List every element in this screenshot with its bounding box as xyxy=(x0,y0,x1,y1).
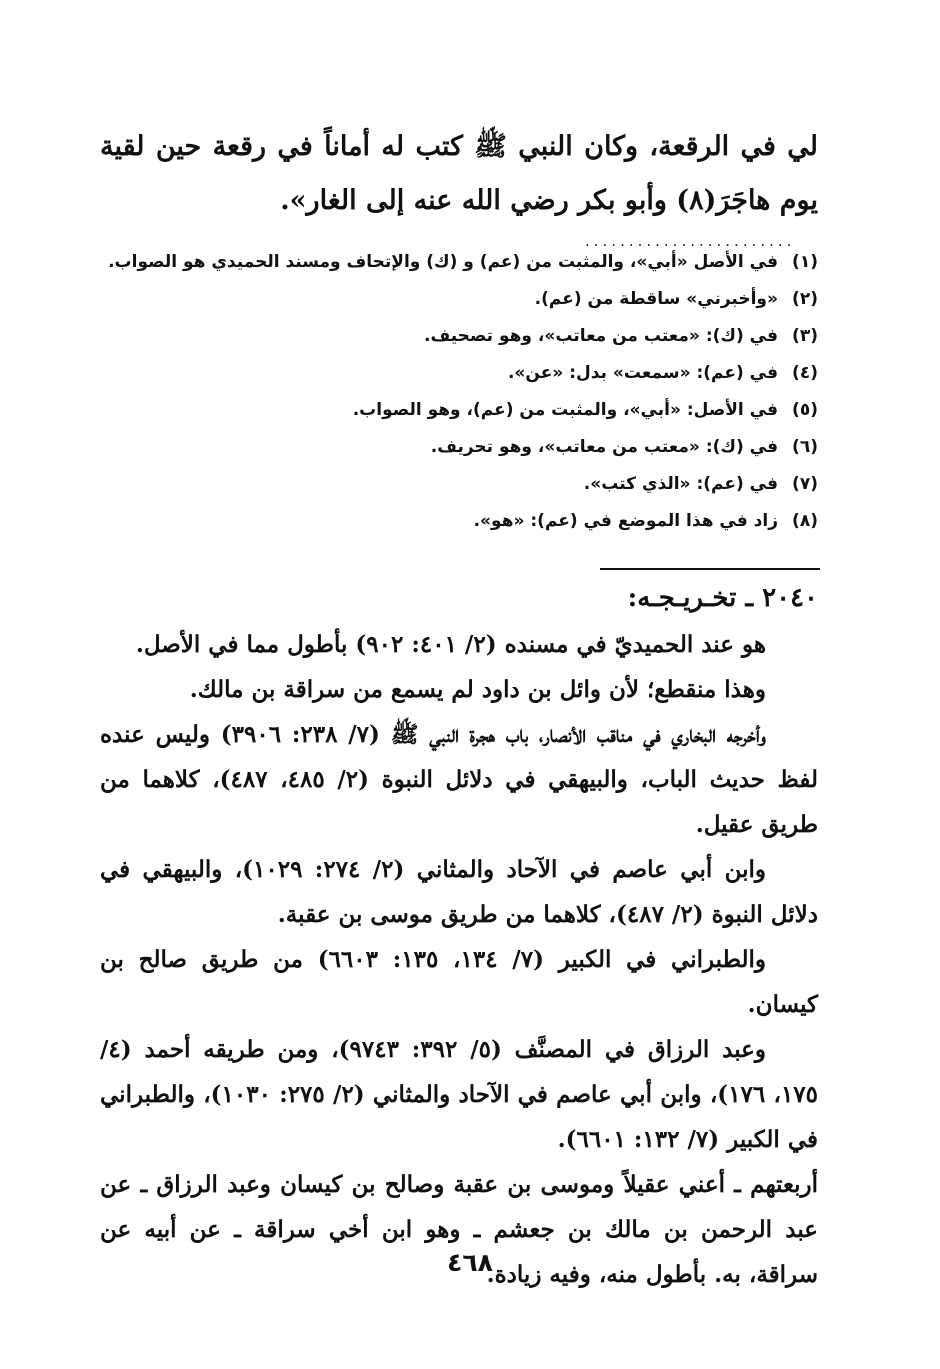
footnote-number: (٢) xyxy=(792,289,818,309)
footnote-number: (٨) xyxy=(792,511,818,531)
takhrij-paragraph: وأخرجه البخاري في مناقب الأنصار، باب هجرة النبي ﷺ (٧/ ٢٣٨: ٣٩٠٦) وليس عنده لفظ حديث الباب، والبيهقي في دلائل النبوة (٢/ ٤٨٥، ٤٨٧)، كلاهما من طريق عقيل. xyxy=(100,721,818,838)
footnote-separator: ........................ xyxy=(585,232,796,250)
takhrij-paragraph: أربعتهم ـ أعني عقيلاً وموسى بن عقبة وصالح بن كيسان وعبد الرزاق ـ عن عبد الرحمن بن مالك بن جعشم ـ وهو ابن أخي سراقة ـ عن أبيه عن سراقة، به. بأطول منه، وفيه زيادة. xyxy=(100,1171,818,1288)
takhrij-heading: ٢٠٤٠ ـ تخـريـجـه: xyxy=(627,583,818,613)
footnote xyxy=(100,363,818,400)
footnote-text: في (ك): «معتب من معاتب»، وهو تحريف. xyxy=(430,437,778,457)
footnote-number: (٥) xyxy=(792,400,818,420)
footnote xyxy=(100,252,818,289)
footnote xyxy=(100,326,818,363)
section-rule xyxy=(600,568,820,570)
page-number: ٤٦٨ xyxy=(447,1248,493,1277)
footnote xyxy=(100,400,818,437)
footnote-text: «وأخبرني» ساقطة من (عم). xyxy=(534,289,778,309)
footnote-number: (٦) xyxy=(792,437,818,457)
main-text: لي في الرقعة، وكان النبي ﷺ كتب له أماناً في رقعة حين لقية يوم هاجَرَ(٨) وأبو بكر رضي الله عنه إلى الغار». xyxy=(100,131,818,216)
footnote-text: في (عم): «الذي كتب». xyxy=(583,474,778,494)
footnote-text: في الأصل: «أبي»، والمثبت من (عم)، وهو الصواب. xyxy=(352,400,778,420)
footnote-number: (٧) xyxy=(792,474,818,494)
takhrij-paragraph: وهذا منقطع؛ لأن وائل بن داود لم يسمع من سراقة بن مالك. xyxy=(189,676,766,703)
takhrij-paragraph: والطبراني في الكبير (٧/ ١٣٤، ١٣٥: ٦٦٠٣) من طريق صالح بن كيسان. xyxy=(100,946,818,1018)
footnote-number: (٣) xyxy=(792,326,818,346)
footnotes xyxy=(100,252,818,548)
footnote-text: في (ك): «معتب من معاتب»، وهو تصحيف. xyxy=(424,326,778,346)
takhrij-paragraph: وعبد الرزاق في المصنَّف (٥/ ٣٩٢: ٩٧٤٣)، ومن طريقه أحمد (٤/ ١٧٥، ١٧٦)، وابن أبي عاصم في الآحاد والمثاني (٢/ ٢٧٥: ١٠٣٠)، والطبراني في الكبير (٧/ ١٣٢: ٦٦٠١). xyxy=(100,1036,818,1153)
footnote-text: في الأصل «أبي»، والمثبت من (عم) و (ك) والإتحاف ومسند الحميدي هو الصواب. xyxy=(108,252,778,272)
footnote-number: (٤) xyxy=(792,363,818,383)
footnote xyxy=(100,289,818,326)
footnote-text: زاد في هذا الموضع في (عم): «هو». xyxy=(473,511,778,531)
footnote-number: (١) xyxy=(792,252,818,272)
footnote xyxy=(100,437,818,474)
takhrij-paragraph: هو عند الحميديّ في مسنده (٢/ ٤٠١: ٩٠٢) بأطول مما في الأصل. xyxy=(135,631,766,658)
footnote xyxy=(100,474,818,511)
takhrij-paragraph: وابن أبي عاصم في الآحاد والمثاني (٢/ ٢٧٤: ١٠٢٩)، والبيهقي في دلائل النبوة (٢/ ٤٨٧)، كلاهما من طريق موسى بن عقبة. xyxy=(100,856,818,928)
takhrij-body xyxy=(100,622,818,1297)
footnote xyxy=(100,511,818,548)
footnote-text: في (عم): «سمعت» بدل: «عن». xyxy=(507,363,778,383)
